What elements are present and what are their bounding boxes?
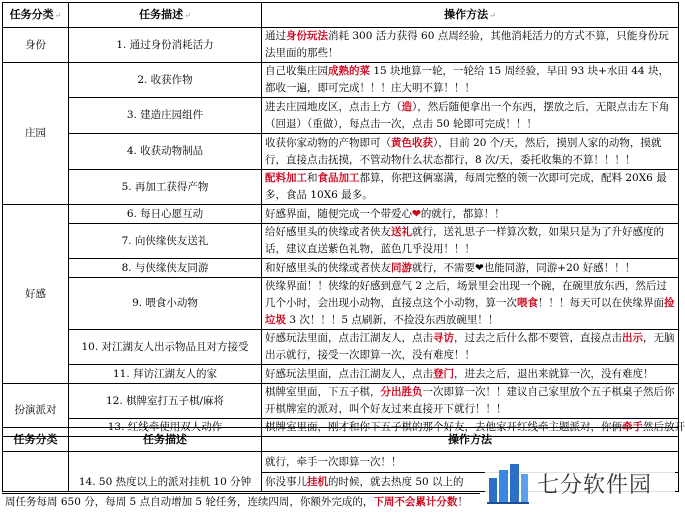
task-desc: 12. 棋牌室打五子棋/麻将 <box>69 384 262 419</box>
task-desc: 4. 收获动物制品 <box>69 134 262 170</box>
highlight-text: 捡垃圾 <box>265 297 675 326</box>
text-segment: 侠缘界面！！侠缘的好感到意气 2 之后，场景里会出现一个碗，在碗里放东西，然后过几个小时，会出现小动物，直接点这个小动物，算一次 <box>265 280 667 309</box>
task-method <box>262 259 679 278</box>
category-party: 扮演派对 <box>3 384 69 437</box>
text-segment: 的就行，都算！！ <box>420 207 505 220</box>
highlight-text: 出示 <box>622 332 643 344</box>
task-method <box>262 98 679 134</box>
text-segment: 棋牌室里面，下五子棋， <box>265 386 381 398</box>
table-row <box>3 134 679 170</box>
highlight-text: 登门 <box>433 367 454 380</box>
text-segment: 给好感里头的侠缘或者侠友 <box>265 226 391 238</box>
task-desc: 1. 通过身份消耗活力 <box>69 28 262 63</box>
text-segment: 你没事儿 <box>265 475 307 488</box>
task-method <box>262 63 679 98</box>
text-segment: 通过 <box>265 30 286 42</box>
highlight-text: 下周不会累计分数 <box>373 496 458 508</box>
task-method <box>262 134 679 170</box>
footer-note <box>2 493 480 510</box>
text-segment: ！ <box>457 496 468 508</box>
highlight-text: 送礼 <box>391 226 412 238</box>
highlight-text: 挂机 <box>307 475 328 488</box>
text-segment: 棋牌室里面，刚才和你下五子棋的那个好友，去他家开红线牵主题派对，你俩 <box>265 421 622 433</box>
table-row <box>3 330 679 365</box>
task-desc: 10. 对江湖友人出示物品且对方接受 <box>69 330 262 365</box>
task-method <box>262 28 679 63</box>
table-row <box>3 98 679 134</box>
text-segment: 和 <box>307 172 318 184</box>
header-description: 任务描述↵ <box>69 3 262 28</box>
task-desc: 14. 50 热度以上的派对挂机 10 分钟 <box>69 452 262 492</box>
highlight-text: 成熟的菜 <box>328 65 370 77</box>
task-desc: 11. 拜访江湖友人的家 <box>69 365 262 384</box>
task-method <box>262 205 679 224</box>
text-segment: 都算，你把这俩塞满，每周完整的领一次即可完成，配料 20X6 最多，食品 10X6 最多。 <box>265 172 667 201</box>
table-row <box>3 278 679 330</box>
task-method <box>262 224 679 259</box>
category-manor: 庄园 <box>3 63 69 205</box>
text-segment: 自己收集庄园 <box>265 65 328 77</box>
header-method: 操作方法↵ <box>262 3 679 28</box>
text-segment: 然后放开 <box>643 421 685 433</box>
table-row <box>3 259 679 278</box>
text-segment: 15 块地算一轮，一轮给 15 周经验，早田 93 块+水田 44 块，都收一遍，即可完成！！！庄大明不算！！！ <box>265 65 669 94</box>
highlight-text: 造 <box>401 100 412 113</box>
highlight-text: 配料加工 <box>265 172 307 184</box>
task-desc: 3. 建造庄园组件 <box>69 98 262 134</box>
highlight-text: 同游 <box>391 261 412 274</box>
table-row <box>3 205 679 224</box>
header-category: 任务分类 <box>3 428 69 452</box>
highlight-text: 寻访 <box>433 332 454 344</box>
header-category: 任务分类↵ <box>3 3 69 28</box>
task-method <box>262 170 679 205</box>
text-segment: ，过去之后什么都不要管，直接点击 <box>454 332 622 344</box>
task-table <box>2 2 685 437</box>
table-row <box>3 170 679 205</box>
text-segment: 和好感里头的侠缘或者侠友 <box>265 261 391 274</box>
task-desc: 5. 再加工获得产物 <box>69 170 262 205</box>
text-segment: 好感玩法里面，点击江湖友人，点击 <box>265 367 433 380</box>
category-empty <box>3 452 69 492</box>
text-segment: ！！！每天可以在侠缘界面 <box>538 297 664 309</box>
text-segment: 好感玩法里面，点击江湖友人，点击 <box>265 332 433 344</box>
task-desc: 9. 喂食小动物 <box>69 278 262 330</box>
task-method <box>262 330 679 365</box>
table-header-row <box>3 428 679 452</box>
text-segment: 好感界面，随便完成一个带爱心 <box>265 207 412 220</box>
text-segment: 周任务每周 650 分，每周 5 点自动增加 5 轮任务，连续四周，你额外完成的， <box>5 496 374 508</box>
watermark <box>485 456 675 510</box>
table-row <box>3 224 679 259</box>
highlight-text: ❤ <box>412 207 421 220</box>
task-method-top: 就行，牵手一次即算一次！！ <box>262 452 679 473</box>
text-segment: 一次即算一次！！建议自己家里放个五子棋桌子然后你开棋牌室的派对，叫个好友过来直接开下就行！！！ <box>265 386 675 415</box>
text-segment: 收获你家动物的产物即可（ <box>265 136 391 149</box>
text-segment: ，无脑出示就行，接受一次即算一次，没有难度！！ <box>265 332 675 361</box>
header-description: 任务描述 <box>69 428 262 452</box>
task-desc: 13. 红线牵使用双人动作 <box>69 419 262 437</box>
task-method <box>262 365 679 384</box>
header-method: 操作方法 <box>262 428 679 452</box>
task-method <box>262 278 679 330</box>
category-identity: 身份 <box>3 28 69 63</box>
task-desc: 7. 向侠缘侠友送礼 <box>69 224 262 259</box>
watermark-text: 七分软件园 <box>537 472 653 498</box>
text-segment: 3 次！！！5 点刷新，不捡没东西放碗里！！ <box>286 314 499 326</box>
text-segment: ），然后随便拿出一个东西，摆放之后，无限点击左下角（回退）（重做），每点击一次，点击 50 轮即可完成！！！ <box>265 100 670 130</box>
text-segment: 的时候，就去热度 50 以上的 <box>328 475 464 488</box>
task-desc: 8. 与侠缘侠友同游 <box>69 259 262 278</box>
text-segment: 进去庄园地皮区，点击上方（ <box>265 100 402 113</box>
text-segment: 就行，送礼思子一样算次数，如果只是为了升好感度的话，建议直送紫色礼物，蓝色几乎没用！！！ <box>265 226 664 255</box>
text-segment: ，进去之后，退出来就算一次，没有难度！ <box>454 367 654 380</box>
text-segment: ），目前 20 个/天，然后，摸别人家的动物，摸就行，直接点击抚摸，不管动物什么状态都行，8 次/天，委托收集的不算！！！！ <box>265 136 662 166</box>
table-header-row <box>3 3 679 28</box>
table-row <box>3 63 679 98</box>
highlight-text: 分出胜负 <box>380 386 423 398</box>
highlight-text: 牵手 <box>622 421 643 433</box>
text-segment: 就行，不需要❤也能同游，同游+20 好感！！！ <box>412 261 636 274</box>
task-desc: 6. 每日心愿互动 <box>69 205 262 224</box>
table-row <box>3 28 679 63</box>
highlight-text: 喂食 <box>517 297 538 309</box>
building-logo-icon <box>485 460 531 506</box>
category-affection: 好感 <box>3 205 69 384</box>
highlight-text: 食品加工 <box>317 172 360 184</box>
highlight-text: 黄色收获 <box>391 136 433 149</box>
highlight-text: 身份玩法 <box>286 30 328 42</box>
table-row <box>3 384 679 419</box>
table-row <box>3 365 679 384</box>
text-segment: 消耗 300 活力获得 60 点周经验，其他消耗活力的方式不算，只能身份玩法里面的那些！ <box>265 30 669 59</box>
task-desc: 2. 收获作物 <box>69 63 262 98</box>
task-method <box>262 384 679 419</box>
